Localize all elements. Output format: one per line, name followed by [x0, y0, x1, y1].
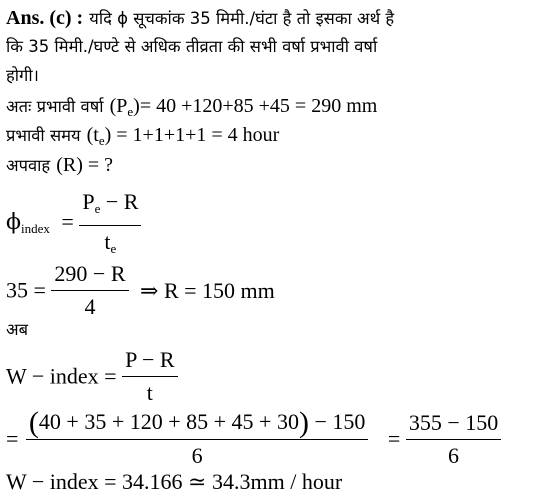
w-calc-numerator	[26, 408, 368, 440]
w-calc-fraction-2	[406, 409, 501, 470]
w-calc-numerator-2: 355 − 150	[406, 409, 501, 440]
w-fraction	[122, 346, 178, 407]
solve-lhs: 35 =	[6, 277, 46, 303]
phi-denominator	[79, 226, 141, 263]
phi-numerator	[79, 188, 141, 226]
w-formula	[6, 346, 178, 407]
effective-time-expr: ) = 1+1+1+1 = 4 hour	[104, 124, 280, 146]
phi-formula	[6, 188, 141, 263]
w-calc-eq2: =	[387, 426, 401, 451]
paren-close: )	[298, 406, 309, 439]
phi-num-sub: e	[94, 201, 101, 216]
solve-denominator: 4	[84, 294, 96, 319]
w-calc-denominator: 6	[191, 443, 203, 468]
w-result: W − index = 34.166 ≃ 34.3mm / hour	[6, 469, 343, 494]
phi-fraction	[79, 188, 141, 263]
effective-time-sub: e	[98, 133, 105, 148]
w-calc-sum: 40 + 35 + 120 + 85 + 45 + 30	[38, 409, 299, 434]
runoff-expr: (R) = ?	[56, 154, 114, 176]
effective-rain-symbol: (P	[109, 95, 128, 117]
phi-den-sub: e	[110, 241, 117, 256]
runoff-line	[6, 153, 113, 178]
phi-eq: =	[61, 209, 74, 234]
w-calc	[6, 408, 501, 470]
effective-rain-line	[6, 94, 377, 124]
solve-line	[6, 260, 275, 321]
w-calc-minus: − 150	[308, 409, 366, 434]
phi-den-t: t	[104, 229, 111, 254]
w-lhs: W − index =	[6, 363, 117, 389]
w-numerator: P − R	[122, 346, 178, 377]
answer-text-1: यदि ϕ सूचकांक 35 मिमी./घंटा है तो इसका अर्थ है	[89, 9, 395, 28]
phi-num-rest: − R	[100, 189, 139, 214]
w-calc-eq: =	[6, 426, 19, 451]
paren-open: (	[28, 406, 39, 439]
effective-time-symbol: (t	[86, 124, 99, 146]
solve-fraction	[51, 260, 128, 321]
phi-sub: index	[21, 221, 50, 236]
answer-label: Ans. (c) :	[6, 7, 84, 29]
answer-line-3: होगी।	[6, 66, 39, 85]
runoff-label: अपवाह	[6, 156, 51, 175]
phi-symbol: ϕ	[6, 210, 21, 235]
answer-line-1	[6, 6, 394, 31]
effective-time-line	[6, 123, 279, 153]
effective-rain-sub: e	[127, 104, 134, 119]
effective-rain-expr: )= 40 +120+85 +45 = 290 mm	[133, 95, 378, 117]
ab-line: अब	[6, 320, 29, 339]
w-calc-denominator-2: 6	[448, 442, 460, 468]
solve-result: ⇒ R = 150 mm	[140, 277, 275, 303]
phi-num-p: P	[82, 189, 95, 214]
w-calc-fraction	[26, 408, 368, 470]
effective-rain-label: अतः प्रभावी वर्षा	[6, 97, 104, 116]
answer-line-2: कि 35 मिमी./घण्टे से अधिक तीव्रता की सभी वर्षा प्रभावी वर्षा	[6, 37, 378, 56]
w-denominator: t	[146, 380, 153, 405]
effective-time-label: प्रभावी समय	[6, 126, 81, 145]
solve-numerator: 290 − R	[51, 260, 128, 291]
